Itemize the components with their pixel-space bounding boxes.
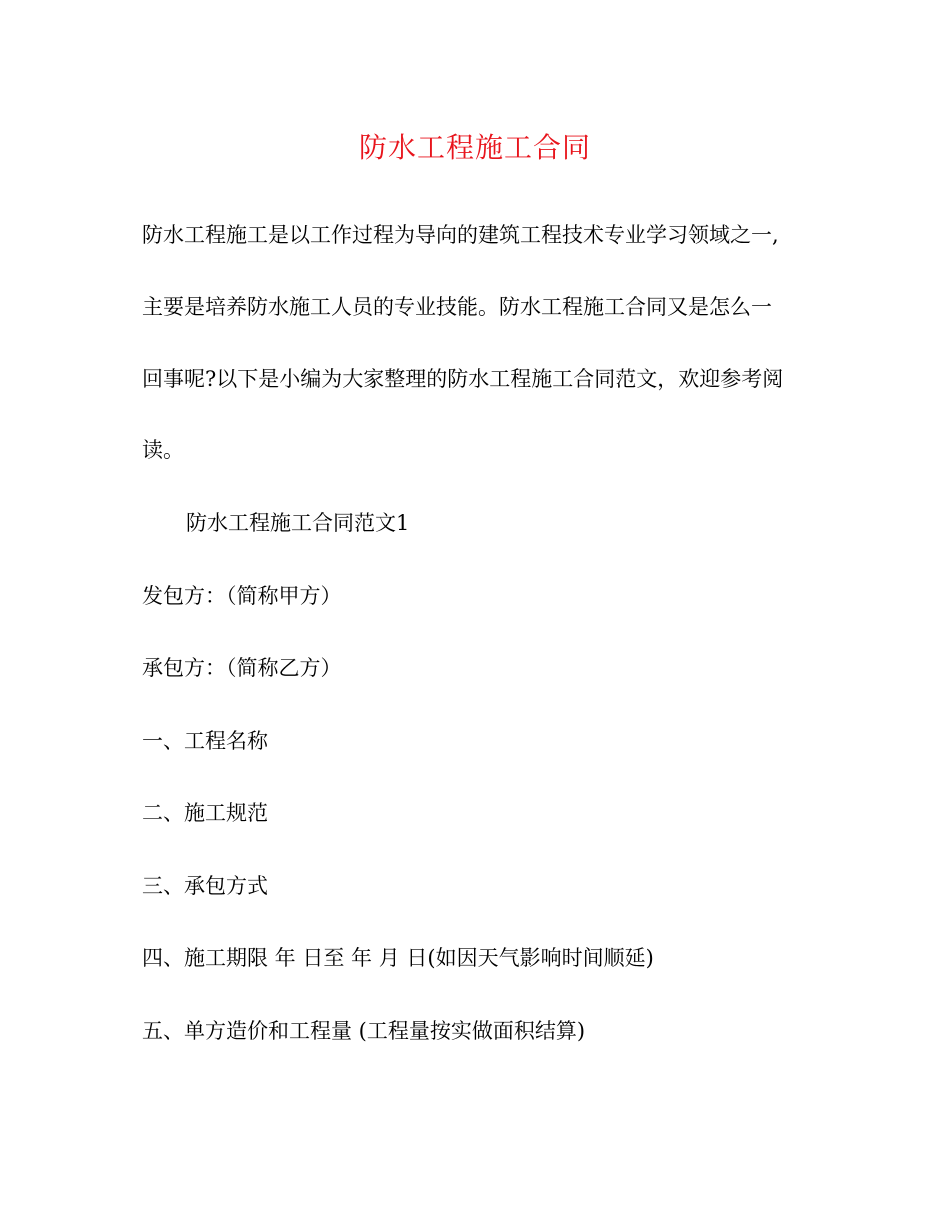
clause-unit-price: 五、单方造价和工程量 (工程量按实做面积结算) <box>142 1019 586 1043</box>
document-title: 防水工程施工合同 <box>358 131 591 164</box>
clause-construction-period: 四、施工期限 年 日至 年 月 日(如因天气影响时间顺延) <box>142 946 654 970</box>
clause-construction-spec: 二、施工规范 <box>142 801 268 825</box>
section-heading: 防水工程施工合同范文1 <box>186 511 410 535</box>
intro-line-4: 读。 <box>142 438 184 462</box>
clause-project-name: 一、工程名称 <box>142 729 268 753</box>
intro-line-1: 防水工程施工是以工作过程为导向的建筑工程技术专业学习领域之一, <box>142 223 779 247</box>
party-a-line: 发包方：（简称甲方） <box>142 584 342 608</box>
party-b-line: 承包方：（简称乙方） <box>142 656 342 680</box>
intro-line-2: 主要是培养防水施工人员的专业技能。防水工程施工合同又是怎么一 <box>142 295 772 319</box>
intro-line-3: 回事呢?以下是小编为大家整理的防水工程施工合同范文，欢迎参考阅 <box>142 367 784 391</box>
clause-contract-method: 三、承包方式 <box>142 874 268 898</box>
